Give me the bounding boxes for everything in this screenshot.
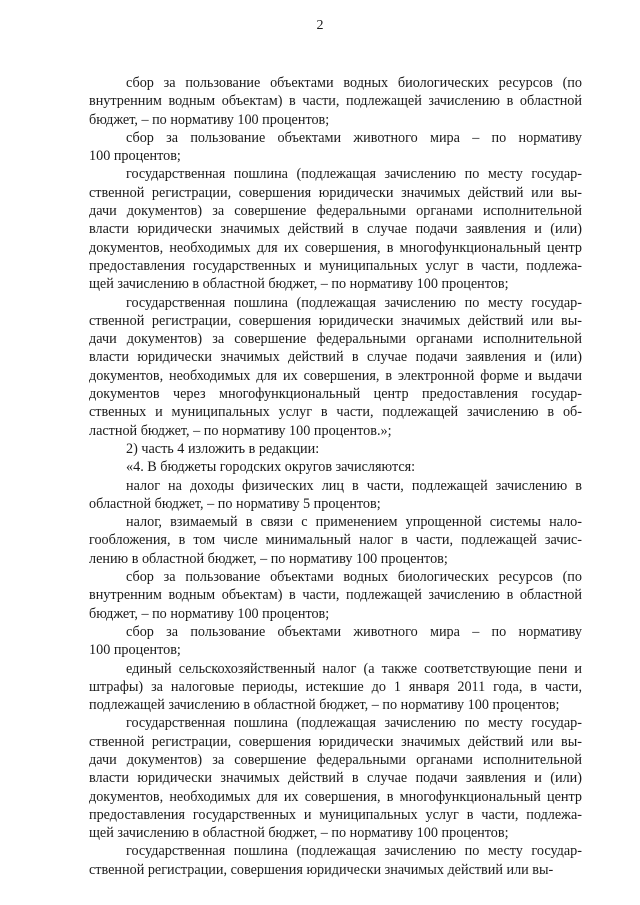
- text-line: ственной регистрации, совершения юридически значимых действий или вы-: [89, 733, 582, 750]
- text-line: документов, необходимых для их совершения, в многофункциональный центр: [89, 239, 582, 256]
- text-line: дачи документов) за совершение федеральными органами исполнительной: [89, 751, 582, 768]
- paragraph: [89, 165, 582, 293]
- text-line: ственной регистрации, совершения юридически значимых действий или вы-: [89, 184, 582, 201]
- paragraph: [89, 458, 582, 476]
- paragraph: [89, 714, 582, 842]
- text-line: налог на доходы физических лиц в части, подлежащей зачислению в: [126, 477, 582, 494]
- text-line: «4. В бюджеты городских округов зачисляются:: [126, 459, 416, 476]
- text-line: сбор за пользование объектами водных биологических ресурсов (по: [126, 569, 582, 586]
- text-line: дачи документов) за совершение федеральными органами исполнительной: [89, 331, 582, 348]
- document-body: [89, 74, 582, 879]
- text-line: власти юридически значимых действий в случае подачи заявления и (или): [89, 349, 582, 366]
- text-line: 2) часть 4 изложить в редакции:: [126, 440, 320, 457]
- text-line: документов, необходимых для их совершения, в многофункциональный центр: [89, 788, 582, 805]
- paragraph: [89, 440, 582, 458]
- paragraph: [89, 568, 582, 623]
- text-line: предоставления государственных и муниципальных услуг в части, подлежа-: [89, 257, 582, 274]
- text-line: государственная пошлина (подлежащая зачислению по месту государ-: [126, 843, 582, 860]
- paragraph: [89, 660, 582, 715]
- paragraph: [89, 623, 582, 660]
- text-line: власти юридически значимых действий в случае подачи заявления и (или): [89, 221, 582, 238]
- text-line: государственная пошлина (подлежащая зачислению по месту государ-: [126, 715, 582, 732]
- text-line: государственная пошлина (подлежащая зачислению по месту государ-: [126, 294, 582, 311]
- text-line: штрафы) за налоговые периоды, истекшие до 1 января 2011 года, в части,: [89, 678, 582, 695]
- text-line: государственная пошлина (подлежащая зачислению по месту государ-: [126, 166, 582, 183]
- text-line: единый сельскохозяйственный налог (а также соответствующие пени и: [126, 660, 582, 677]
- paragraph: [89, 842, 582, 879]
- text-line: сбор за пользование объектами водных биологических ресурсов (по: [126, 75, 582, 91]
- text-line: власти юридически значимых действий в случае подачи заявления и (или): [89, 770, 582, 787]
- text-line: налог, взимаемый в связи с применением упрощенной системы нало-: [126, 514, 582, 531]
- text-line: бюджет, – по нормативу 100 процентов;: [89, 111, 330, 128]
- text-line: 100 процентов;: [89, 642, 181, 659]
- text-line: бюджет, – по нормативу 100 процентов;: [89, 605, 330, 622]
- paragraph: [89, 477, 582, 514]
- text-line: ластной бюджет, – по нормативу 100 процентов.»;: [89, 422, 392, 439]
- page-number: 2: [316, 18, 324, 33]
- text-line: лению в областной бюджет, – по нормативу 100 процентов;: [89, 550, 448, 567]
- text-line: щей зачислению в областной бюджет, – по нормативу 100 процентов;: [89, 825, 509, 842]
- text-line: документов, необходимых для их совершения, в электронной форме и выдачи: [89, 367, 582, 384]
- text-line: ственных и муниципальных услуг в части, подлежащей зачислению в об-: [89, 404, 582, 421]
- text-line: щей зачислению в областной бюджет, – по нормативу 100 процентов;: [89, 276, 509, 293]
- text-line: внутренним водным объектам) в части, подлежащей зачислению в областной: [89, 93, 582, 110]
- paragraph: [89, 513, 582, 568]
- text-line: сбор за пользование объектами животного мира – по нормативу: [126, 623, 582, 640]
- paragraph: [89, 74, 582, 129]
- text-line: подлежащей зачислению в областной бюджет, – по нормативу 100 процентов;: [89, 697, 560, 714]
- paragraph: [89, 129, 582, 166]
- text-line: 100 процентов;: [89, 148, 181, 165]
- text-line: внутренним водным объектам) в части, подлежащей зачислению в областной: [89, 587, 582, 604]
- paragraph: [89, 294, 582, 440]
- text-line: ственной регистрации, совершения юридически значимых действий или вы-: [89, 861, 554, 878]
- text-line: областной бюджет, – по нормативу 5 процентов;: [89, 495, 381, 512]
- text-line: дачи документов) за совершение федеральными органами исполнительной: [89, 203, 582, 220]
- text-line: предоставления государственных и муниципальных услуг в части, подлежа-: [89, 806, 582, 823]
- text-line: гообложения, в том числе минимальный налог в части, подлежащей зачис-: [89, 532, 582, 549]
- text-line: ственной регистрации, совершения юридически значимых действий или вы-: [89, 312, 582, 329]
- text-line: документов через многофункциональный центр предоставления государ-: [89, 386, 582, 403]
- text-line: сбор за пользование объектами животного мира – по нормативу: [126, 129, 582, 146]
